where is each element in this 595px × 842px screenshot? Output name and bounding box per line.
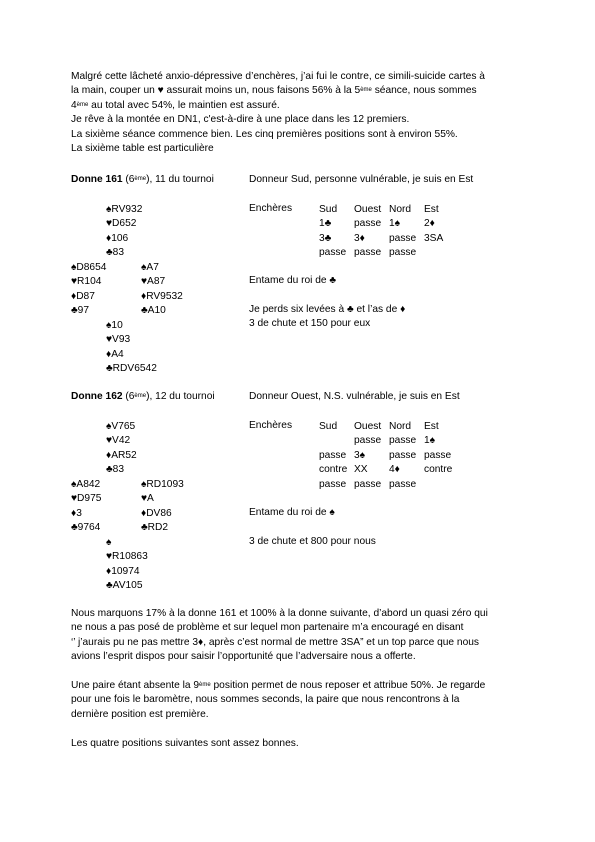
bid-cell: 1♠ (389, 218, 401, 230)
intro-line: la main, couper un ♥ assurait moins un, nous faisons 56% à la 5ème séance, nous sommes (71, 85, 477, 97)
bid-cell: 3♣ (319, 232, 332, 244)
deal-161-north-hand (106, 203, 142, 261)
hand-suit-spades: ♠RV932 (106, 204, 143, 215)
hand-suit-diamonds: ♦106 (106, 232, 129, 244)
bid-cell: contre (424, 464, 453, 476)
intro-line: 4ème au total avec 54%, le maintien est assuré. (71, 99, 280, 111)
hand-suit-hearts: ♥D975 (71, 493, 102, 505)
outro-line: Une paire étant absente la 9ème position permet de nous reposer et attribue 50%. Je regarde (71, 680, 486, 691)
outro-line: Les quatre positions suivantes sont assez bonnes. (71, 738, 299, 749)
bid-row (319, 463, 459, 477)
bid-cell: passe (389, 478, 417, 490)
bid-cell: 2♦ (424, 218, 435, 230)
hand-suit-spades: ♠A7 (141, 262, 159, 273)
deal-162-bidding-table (319, 420, 459, 492)
deal-161-south-hand (106, 319, 157, 377)
hand-suit-diamonds: ♦DV86 (141, 507, 172, 519)
bid-row (319, 478, 459, 492)
hand-suit-clubs: ♣9764 (71, 522, 101, 534)
deal-161-info: Donneur Sud, personne vulnérable, je suis en Est (249, 174, 474, 185)
bid-cell: passe (389, 247, 417, 259)
bid-header: Ouest (354, 421, 382, 432)
bid-header: Est (424, 421, 439, 432)
bid-cell: passe (319, 247, 347, 259)
deal-161-title: Donne 161 (6ème), 11 du tournoi (71, 174, 214, 185)
bid-cell: 4♦ (389, 464, 400, 476)
hand-suit-hearts: ♥R10863 (106, 551, 148, 563)
hand-suit-hearts: ♥A87 (141, 276, 166, 288)
intro-line: La sixième table est particulière (71, 143, 214, 155)
bid-cell: XX (354, 464, 368, 476)
hand-suit-hearts: ♥A (141, 493, 154, 505)
outro-line: avions l’esprit dispos pour saisir l’opportunité que l’adversaire nous a offerte. (71, 651, 416, 663)
outro-line: Nous marquons 17% à la donne 161 et 100% à la donne suivante, d’abord un quasi zéro qui (71, 608, 488, 619)
outro-paragraph-3 (71, 737, 541, 751)
intro-paragraph (71, 70, 541, 156)
hand-suit-spades: ♠D8654 (71, 262, 107, 273)
hand-suit-spades: ♠ (106, 537, 112, 548)
deal-161-lead: Entame du roi de ♣ (249, 275, 337, 286)
deal-162-south-hand (106, 536, 148, 594)
bid-cell: passe (354, 478, 382, 490)
bid-row (319, 246, 459, 260)
bid-header: Sud (319, 204, 338, 215)
hand-suit-clubs: ♣83 (106, 464, 125, 476)
deal-161-west-hand (71, 261, 106, 319)
bid-cell: passe (389, 232, 417, 244)
hand-suit-spades: ♠10 (106, 320, 123, 331)
deal-162-north-hand (106, 420, 137, 478)
hand-suit-diamonds: ♦10974 (106, 565, 140, 577)
deal-161-result: 3 de chute et 150 pour eux (249, 318, 371, 329)
bid-cell: passe (389, 435, 417, 447)
bid-cell: passe (354, 247, 382, 259)
deal-161-bidding-table (319, 203, 459, 261)
hand-suit-clubs: ♣83 (106, 247, 125, 259)
hand-suit-clubs: ♣97 (71, 305, 90, 317)
hand-suit-clubs: ♣RDV6542 (106, 363, 157, 375)
deal-162-east-hand (141, 478, 184, 536)
hand-suit-spades: ♠RD1093 (141, 479, 184, 490)
hand-suit-spades: ♠A842 (71, 479, 101, 490)
deal-162-title: Donne 162 (6ème), 12 du tournoi (71, 391, 215, 402)
deal-162-lead: Entame du roi de ♠ (249, 507, 335, 518)
deal-161-note: Je perds six levées à ♣ et l’as de ♦ (249, 304, 406, 315)
bid-row (319, 434, 459, 448)
bid-row (319, 232, 459, 246)
deal-162-west-hand (71, 478, 101, 536)
hand-suit-hearts: ♥D652 (106, 218, 137, 230)
hand-suit-diamonds: ♦A4 (106, 348, 124, 360)
bid-cell: 3♠ (354, 449, 366, 461)
hand-suit-diamonds: ♦RV9532 (141, 290, 183, 302)
deal-162-info: Donneur Ouest, N.S. vulnérable, je suis en Est (249, 391, 460, 402)
bid-cell: 1♣ (319, 218, 332, 230)
hand-suit-clubs: ♣AV105 (106, 580, 143, 592)
hand-suit-diamonds: ♦D87 (71, 290, 95, 302)
bid-cell: passe (354, 435, 382, 447)
intro-line: Malgré cette lâcheté anxio-dépressive d’enchères, j’ai fui le contre, ce simili-suicide cartes à (71, 71, 485, 82)
intro-line: La sixième séance commence bien. Les cinq premières positions sont à environ 55%. (71, 128, 458, 140)
deal-161-east-hand (141, 261, 183, 319)
hand-suit-diamonds: ♦3 (71, 507, 82, 519)
bid-cell: passe (389, 449, 417, 461)
bid-cell: passe (319, 449, 347, 461)
hand-suit-clubs: ♣A10 (141, 305, 166, 317)
deal-162-result: 3 de chute et 800 pour nous (249, 536, 376, 547)
deal-162-bidding-label: Enchères (249, 420, 293, 431)
hand-suit-hearts: ♥R104 (71, 276, 102, 288)
hand-suit-hearts: ♥V42 (106, 435, 131, 447)
bid-header-row (319, 420, 459, 434)
outro-line: ne nous a pas posé de problème et sur lequel mon partenaire m’a encouragé en disant (71, 622, 464, 634)
hand-suit-hearts: ♥V93 (106, 334, 131, 346)
bid-header: Sud (319, 421, 338, 432)
bid-row (319, 217, 459, 231)
bid-cell: 1♠ (424, 435, 436, 447)
outro-line: dernière position est première. (71, 708, 209, 720)
bid-cell: passe (319, 478, 347, 490)
bid-cell: passe (424, 449, 452, 461)
hand-suit-spades: ♠V765 (106, 421, 136, 432)
bid-row (319, 449, 459, 463)
bid-header-row (319, 203, 459, 217)
outro-line: ‘’ j’aurais pu ne pas mettre 3♦, après c’est normal de mettre 3SA” et un top parce que nous (71, 636, 480, 648)
outro-paragraph-2 (71, 679, 541, 722)
hand-suit-diamonds: ♦AR52 (106, 449, 137, 461)
bid-cell: 3♦ (354, 232, 365, 244)
bid-header: Nord (389, 421, 412, 432)
bid-header: Est (424, 204, 439, 215)
bid-cell: contre (319, 464, 348, 476)
bid-header: Ouest (354, 204, 382, 215)
outro-line: pour une fois le baromètre, nous sommes seconds, la paire que nous rencontrons à la (71, 694, 460, 706)
outro-paragraph-1 (71, 607, 541, 665)
bid-cell: passe (354, 218, 382, 230)
hand-suit-clubs: ♣RD2 (141, 522, 169, 534)
intro-line: Je rêve à la montée en DN1, c'est-à-dire à une place dans les 12 premiers. (71, 114, 410, 126)
bid-header: Nord (389, 204, 412, 215)
bid-cell: 3SA (424, 232, 444, 244)
deal-161-bidding-label: Enchères (249, 203, 293, 214)
